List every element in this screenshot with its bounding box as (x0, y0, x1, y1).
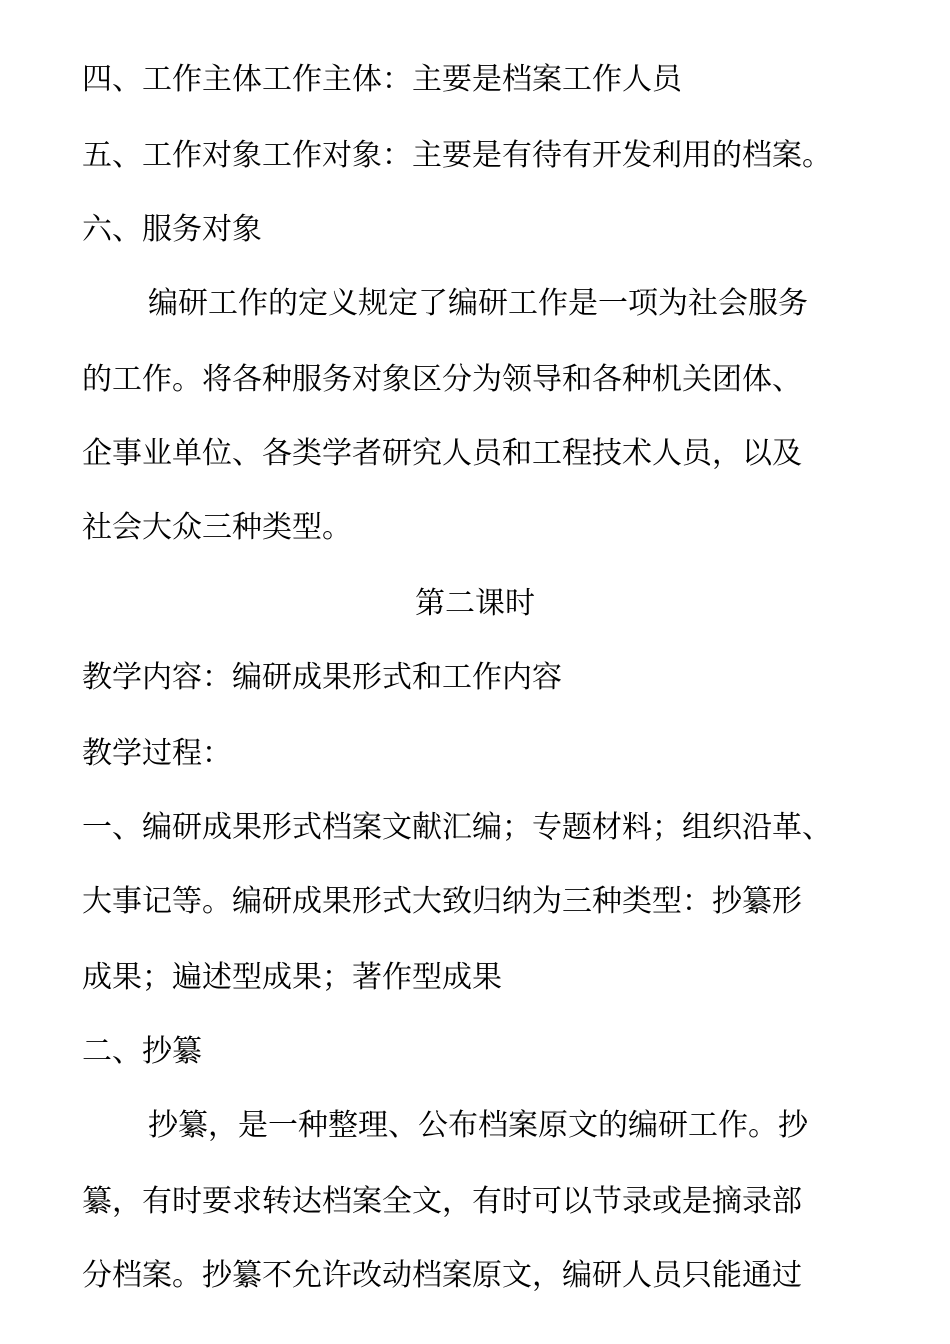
paragraph-line: 编研工作的定义规定了编研工作是一项为社会服务 (148, 286, 808, 321)
paragraph-line: 的工作。将各种服务对象区分为领导和各种机关团体、 (82, 362, 802, 397)
teaching-process: 教学过程： (82, 736, 232, 771)
paragraph-line: 企事业单位、各类学者研究人员和工程技术人员，以及 (82, 436, 802, 471)
heading-result-forms: 一、编研成果形式档案文献汇编；专题材料；组织沿革、 (82, 810, 832, 845)
teaching-content: 教学内容：编研成果形式和工作内容 (82, 660, 562, 695)
heading-compilation: 二、抄纂 (82, 1034, 202, 1069)
section-title: 第二课时 (415, 586, 535, 621)
paragraph-line: 成果；遍述型成果；著作型成果 (82, 960, 502, 995)
heading-work-object: 五、工作对象工作对象：主要是有待有开发利用的档案。 (82, 138, 832, 173)
paragraph-line: 社会大众三种类型。 (82, 510, 352, 545)
paragraph-line: 纂，有时要求转达档案全文，有时可以节录或是摘录部 (82, 1184, 802, 1219)
heading-work-subject: 四、工作主体工作主体：主要是档案工作人员 (82, 62, 682, 97)
paragraph-line: 大事记等。编研成果形式大致归纳为三种类型：抄纂形 (82, 884, 802, 919)
paragraph-line: 抄纂，是一种整理、公布档案原文的编研工作。抄 (148, 1108, 808, 1143)
paragraph-line: 分档案。抄纂不允许改动档案原文，编研人员只能通过 (82, 1258, 802, 1293)
heading-service-object: 六、服务对象 (82, 212, 262, 247)
